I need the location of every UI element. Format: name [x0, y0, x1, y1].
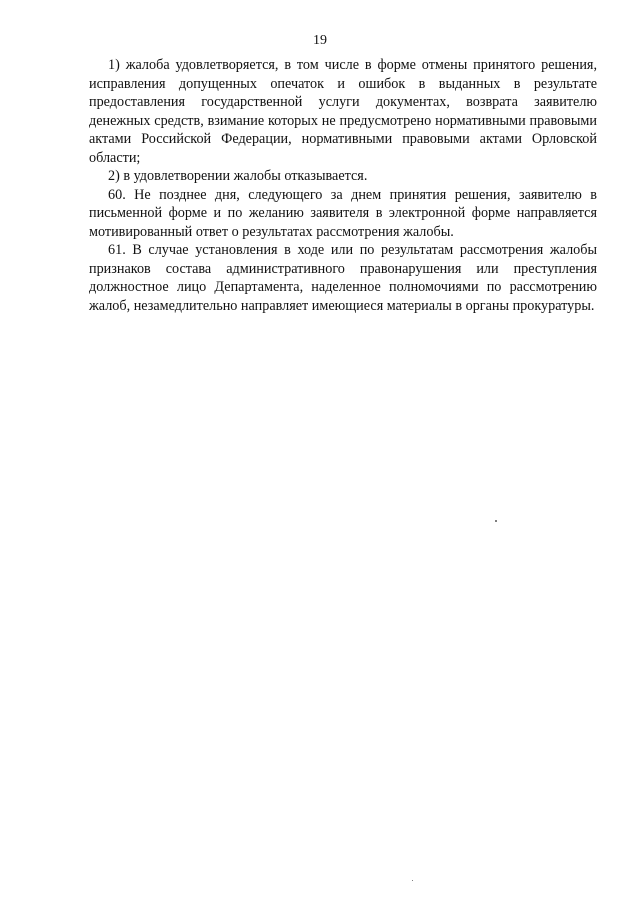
- paragraph-61-prosecution: 61. В случае установления в ходе или по результатам рассмотрения жалобы признаков состава административного правонарушения или преступления должностное лицо Департамента, наделенное полномочиями по рассмотрению жалоб, незамедлительно направляет имеющиеся материалы в органы прокуратуры.: [89, 242, 597, 314]
- paragraph-60-response: 60. Не позднее дня, следующего за днем принятия решения, заявителю в письменной форме и по желанию заявителя в электронной форме направляется мотивированный ответ о результатах рассмотрения жалобы.: [89, 186, 597, 240]
- page-number: 19: [313, 33, 327, 48]
- scan-speck: [495, 520, 497, 522]
- document-body: [89, 56, 597, 315]
- paragraph-complaint-satisfied: 1) жалоба удовлетворяется, в том числе в форме отмены принятого решения, исправления допущенных опечаток и ошибок в выданных в результате предоставления государственной услуги документах, возврата заявителю денежных средств, взимание которых не предусмотрено нормативными правовыми актами Российской Федерации, нормативными правовыми актами Орловской области;: [89, 57, 597, 166]
- paragraph-complaint-rejected: 2) в удовлетворении жалобы отказывается.: [108, 168, 368, 184]
- scan-speck: [412, 880, 413, 881]
